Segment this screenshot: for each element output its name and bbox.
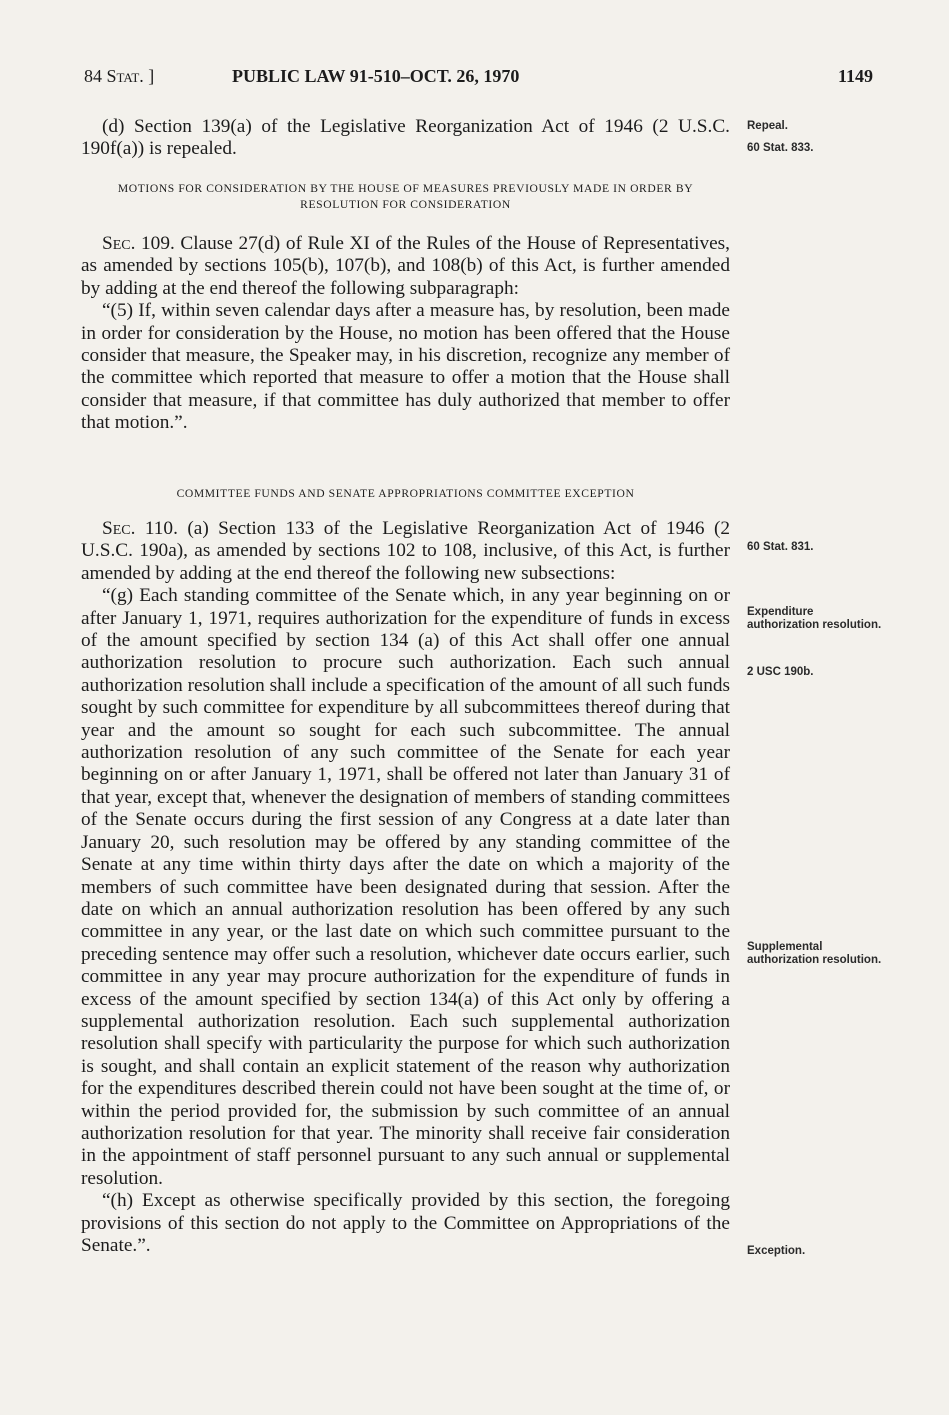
margin-note-stat-831: 60 Stat. 831. — [747, 541, 814, 553]
running-header-citation: 84 Stat. ] — [84, 66, 155, 86]
section-heading-committee-funds: COMMITTEE FUNDS AND SENATE APPROPRIATIONS COMMITTEE EXCEPTION — [176, 487, 635, 500]
page-number: 1149 — [838, 66, 874, 86]
section-110 — [81, 518, 730, 1257]
section-110-label: Sec. 110. — [102, 518, 178, 539]
margin-note-repeal: Repeal. — [747, 120, 788, 132]
margin-note-expenditure-authorization: Expenditure authorization resolution. — [747, 606, 882, 631]
section-109-label: Sec. 109. — [102, 233, 175, 254]
subsection-h: “(h) Except as otherwise specifically provided by this section, the foregoing provisions of this section do not apply to the Committee on Appropriations of the Senate.”. — [81, 1190, 730, 1256]
running-header-title: PUBLIC LAW 91-510–OCT. 26, 1970 — [232, 66, 520, 86]
subparagraph-5: “(5) If, within seven calendar days after a measure has, by resolution, been made in order for consideration by the House, no motion has been offered that the House consider that measure, the Speaker may, in his discretion, recognize any member of the committee which reported that measure to offer a motion that the House shall consider that measure, if that committee has duly authorized that member to offer that motion.”. — [81, 300, 730, 434]
margin-note-stat-833: 60 Stat. 833. — [747, 142, 814, 154]
subsection-g: “(g) Each standing committee of the Senate which, in any year beginning on or after January 1, 1971, requires authorization for the expenditure of funds in excess of the amount specified by section 134 (a) of this Act shall offer one annual authorization resolution to procure such authorization. Each such annual authorization resolution shall include a specification of the amount of all such funds sought by such committee for expenditure by all subcommittees thereof during that year and the amount so sought for each such subcommittee. The annual authorization resolution of any such committee of the Senate for each year beginning on or after January 1, 1971, shall be offered not later than January 31 of that year, except that, whenever the designation of members of standing committees of the Senate occurs during the first session of any Congress at a date later than January 20, such resolution may be offered by any standing committee of the Senate at any time within thirty days after the date on which a majority of the members of such committee have been designated during that session. After the date on which an annual authorization resolution has been offered by any such committee in any year, or the last date on which such committee pursuant to the preceding sentence may offer such a resolution, whichever date occurs earlier, such committee in any year may procure authorization for the expenditure of funds in excess of the amount specified by section 134(a) of this Act only by offering a supplemental authorization resolution. Each such supplemental authorization resolution shall specify with particularity the purpose for which such authorization is sought, and shall contain an explicit statement of the reason why authorization for the expenditures described therein could not have been sought at the time of, or within the period provided for, the submission by such committee of an annual authorization resolution for that year. The minority shall receive fair consideration in the appointment of staff personnel pursuant to any such annual or supplemental resolution. — [81, 585, 730, 1189]
margin-note-usc-190b: 2 USC 190b. — [747, 666, 814, 678]
paragraph-d: (d) Section 139(a) of the Legislative Reorganization Act of 1946 (2 U.S.C. 190f(a)) is repealed. — [81, 116, 730, 160]
section-109 — [81, 233, 730, 435]
margin-note-exception: Exception. — [747, 1245, 806, 1257]
margin-note-supplemental-authorization: Supplemental authorization resolution. — [747, 941, 882, 966]
section-heading-motions: MOTIONS FOR CONSIDERATION BY THE HOUSE OF MEASURES PREVIOUSLY MADE IN ORDER BY RESOLUTION FOR CONSIDERATION — [117, 182, 694, 211]
section-110-text: (a) Section 133 of the Legislative Reorganization Act of 1946 (2 U.S.C. 190a), as amended by sections 102 to 108, inclusive, of this Act, is further amended by adding at the end thereof the following new subsections: — [81, 518, 731, 584]
section-109-text: Clause 27(d) of Rule XI of the Rules of the House of Representatives, as amended by sections 105(b), 107(b), and 108(b) of this Act, is further amended by adding at the end thereof the following subparagraph: — [81, 233, 731, 299]
